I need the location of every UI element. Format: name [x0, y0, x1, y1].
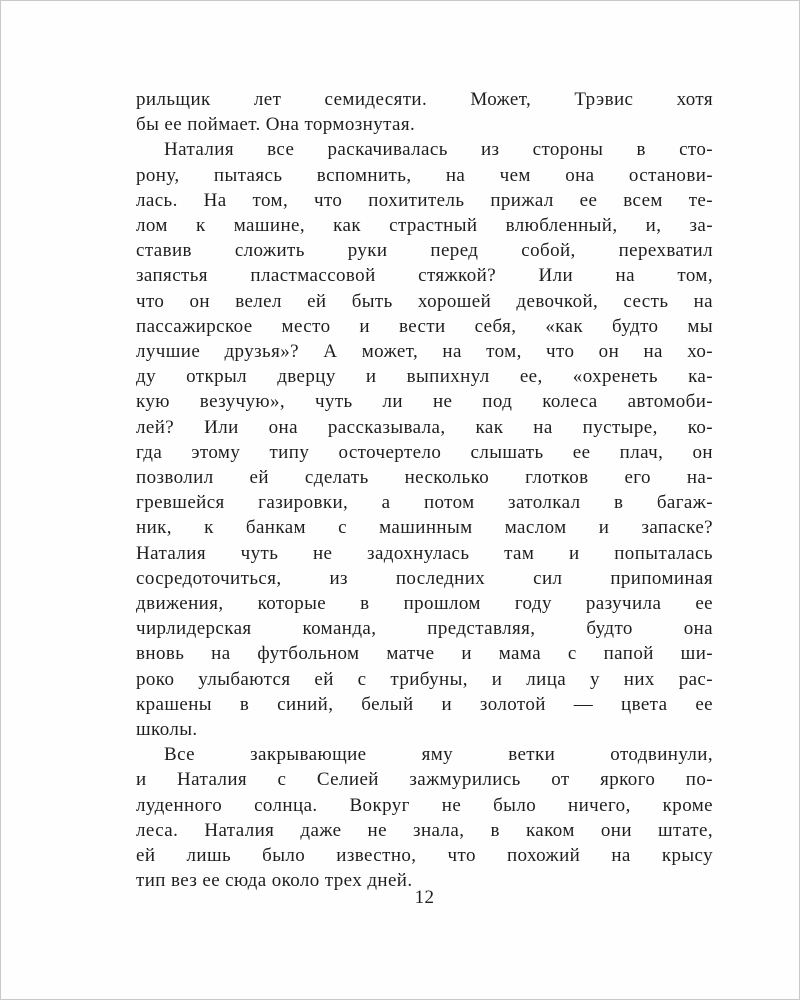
- text-line: вновь на футбольном матче и мама с папой ши-: [136, 643, 713, 665]
- text-line: ставив сложить руки перед собой, перехватил: [136, 240, 713, 262]
- text-line: роко улыбаются ей с трибуны, и лица у них рас-: [136, 668, 713, 690]
- text-line: тип вез ее сюда около трех дней.: [136, 870, 413, 892]
- text-line: крашены в синий, белый и золотой — цвета ее: [136, 693, 713, 715]
- text-line: лась. На том, что похититель прижал ее всем те-: [136, 189, 713, 211]
- text-line: позволил ей сделать несколько глотков его на-: [136, 467, 713, 489]
- text-line: Все закрывающие яму ветки отодвинули,: [164, 744, 713, 766]
- text-line: рону, пытаясь вспомнить, на чем она останови-: [136, 164, 713, 186]
- paragraph: [136, 137, 713, 742]
- page-text: [136, 87, 713, 894]
- text-line: что он велел ей быть хорошей девочкой, сесть на: [136, 290, 713, 312]
- text-line: сосредоточиться, из последних сил припоминая: [136, 567, 713, 589]
- text-line: ей лишь было известно, что похожий на крысу: [136, 845, 713, 867]
- text-line: гревшейся газировки, а потом затолкал в багаж-: [136, 492, 713, 514]
- text-line: ник, к банкам с машинным маслом и запаске?: [136, 517, 713, 539]
- text-line: ду открыл дверцу и выпихнул ее, «охренеть ка-: [136, 366, 713, 388]
- paragraph: [136, 87, 713, 137]
- text-line: лей? Или она рассказывала, как на пустыре, ко-: [136, 416, 713, 438]
- text-line: гда этому типу осточертело слышать ее плач, он: [136, 441, 713, 463]
- text-line: леса. Наталия даже не знала, в каком они штате,: [136, 819, 713, 841]
- text-line: кую везучую», чуть ли не под колеса автомоби-: [136, 391, 713, 413]
- text-line: школы.: [136, 719, 198, 741]
- text-line: лом к машине, как страстный влюбленный, и, за-: [136, 215, 713, 237]
- text-line: Наталия чуть не задохнулась там и попыталась: [136, 542, 713, 564]
- text-line: Наталия все раскачивалась из стороны в сто-: [164, 139, 713, 161]
- text-line: запястья пластмассовой стяжкой? Или на том,: [136, 265, 713, 287]
- text-line: луденного солнца. Вокруг не было ничего, кроме: [136, 794, 713, 816]
- text-line: бы ее поймает. Она тормознутая.: [136, 114, 416, 136]
- text-line: лучшие друзья»? А может, на том, что он на хо-: [136, 341, 713, 363]
- text-line: и Наталия с Селией зажмурились от яркого по-: [136, 769, 713, 791]
- text-line: пассажирское место и вести себя, «как будто мы: [136, 315, 713, 337]
- page-number: 12: [414, 887, 435, 908]
- text-line: рильщик лет семидесяти. Может, Трэвис хотя: [136, 89, 713, 110]
- text-line: чирлидерская команда, представляя, будто она: [136, 618, 713, 640]
- text-line: движения, которые в прошлом году разучила ее: [136, 593, 713, 615]
- paragraph: [136, 742, 713, 893]
